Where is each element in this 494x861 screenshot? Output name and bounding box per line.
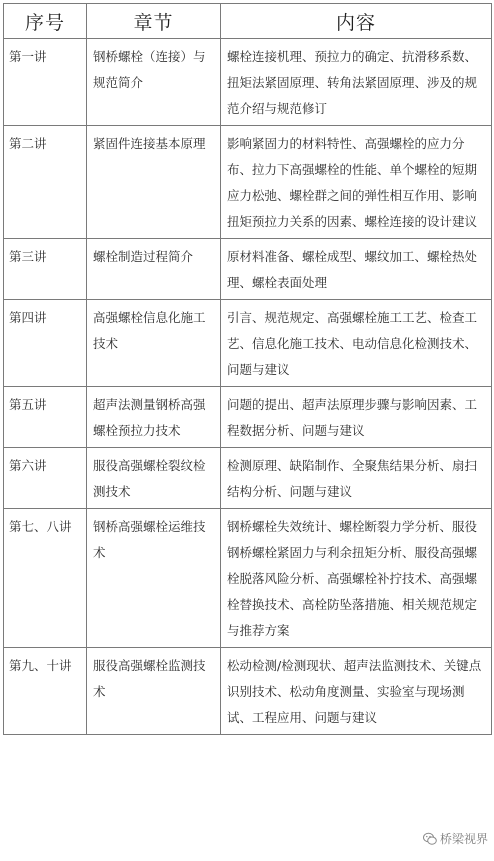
table-row (4, 39, 492, 126)
row-seq: 第五讲 (4, 387, 87, 448)
row-content: 原材料准备、螺栓成型、螺纹加工、螺栓热处理、螺栓表面处理 (221, 239, 492, 300)
row-chapter: 钢桥高强螺栓运维技术 (87, 509, 221, 648)
header-seq: 序号 (4, 4, 87, 39)
row-content: 钢桥螺栓失效统计、螺栓断裂力学分析、服役钢桥螺栓紧固力与利余扭矩分析、服役高强螺栓脱落风险分析、高强螺栓补拧技术、高强螺栓替换技术、高栓防坠落措施、相关规范规定与推荐方案 (221, 509, 492, 648)
row-seq: 第一讲 (4, 39, 87, 126)
table-row (4, 509, 492, 648)
row-seq: 第九、十讲 (4, 648, 87, 735)
row-seq: 第四讲 (4, 300, 87, 387)
row-chapter: 高强螺栓信息化施工技术 (87, 300, 221, 387)
row-content: 螺栓连接机理、预拉力的确定、抗滑移系数、扭矩法紧固原理、转角法紧固原理、涉及的规范介绍与规范修订 (221, 39, 492, 126)
row-content: 影响紧固力的材料特性、高强螺栓的应力分布、拉力下高强螺栓的性能、单个螺栓的短期应力松弛、螺栓群之间的弹性相互作用、影响扭矩预拉力关系的因素、螺栓连接的设计建议 (221, 126, 492, 239)
wechat-icon (423, 832, 437, 846)
watermark (423, 830, 488, 847)
row-content: 问题的提出、超声法原理步骤与影响因素、工程数据分析、问题与建议 (221, 387, 492, 448)
row-chapter: 钢桥螺栓（连接）与规范简介 (87, 39, 221, 126)
table-row (4, 300, 492, 387)
row-content: 松动检测/检测现状、超声法监测技术、关键点识别技术、松动角度测量、实验室与现场测试、工程应用、问题与建议 (221, 648, 492, 735)
header-chapter: 章节 (87, 4, 221, 39)
header-content: 内容 (221, 4, 492, 39)
row-chapter: 超声法测量钢桥高强螺栓预拉力技术 (87, 387, 221, 448)
table-row (4, 126, 492, 239)
table-header-row (4, 4, 492, 39)
row-content: 引言、规范规定、高强螺栓施工工艺、检查工艺、信息化施工技术、电动信息化检测技术、问题与建议 (221, 300, 492, 387)
row-chapter: 螺栓制造过程简介 (87, 239, 221, 300)
row-seq: 第三讲 (4, 239, 87, 300)
row-seq: 第二讲 (4, 126, 87, 239)
row-chapter: 服役高强螺栓裂纹检测技术 (87, 448, 221, 509)
row-chapter: 紧固件连接基本原理 (87, 126, 221, 239)
table-row (4, 648, 492, 735)
row-chapter: 服役高强螺栓监测技术 (87, 648, 221, 735)
course-table (3, 3, 492, 735)
row-seq: 第七、八讲 (4, 509, 87, 648)
row-seq: 第六讲 (4, 448, 87, 509)
row-content: 检测原理、缺陷制作、全聚焦结果分析、扇扫结构分析、问题与建议 (221, 448, 492, 509)
watermark-text: 桥梁视界 (439, 832, 488, 846)
table-row (4, 239, 492, 300)
table-row (4, 387, 492, 448)
table-row (4, 448, 492, 509)
